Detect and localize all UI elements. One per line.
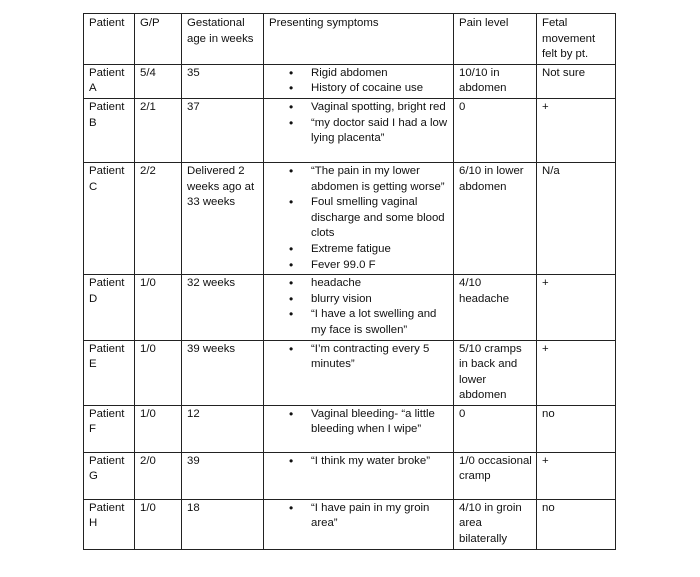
- symptom-item: • “I think my water broke”: [269, 454, 450, 470]
- table-row: [84, 452, 616, 499]
- symptom-list: [269, 100, 450, 147]
- table-row: [84, 499, 616, 549]
- patient-cell: Patient F: [84, 405, 135, 452]
- ga-cell: 39 weeks: [182, 340, 264, 405]
- symptom-item: • “I have pain in my groin area”: [269, 501, 450, 532]
- fetal-cell: Not sure: [537, 64, 616, 98]
- gp-cell: 2/1: [135, 98, 182, 162]
- fetal-cell: no: [537, 499, 616, 549]
- symptoms-cell: [264, 340, 454, 405]
- symptom-item: • Fever 99.0 F: [269, 258, 450, 274]
- symptom-list: [269, 501, 450, 532]
- header-patient: Patient: [84, 14, 135, 65]
- symptom-item: • “I have a lot swelling and my face is swollen”: [269, 307, 450, 338]
- symptoms-cell: [264, 275, 454, 340]
- symptom-item: • Vaginal bleeding- “a little bleeding when I wipe”: [269, 407, 450, 438]
- symptom-item: • “The pain in my lower abdomen is getting worse”: [269, 164, 450, 195]
- pain-cell: 0: [454, 405, 537, 452]
- symptom-list: [269, 407, 450, 438]
- pain-cell: 4/10 in groin area bilaterally: [454, 499, 537, 549]
- gp-cell: 1/0: [135, 499, 182, 549]
- pain-cell: 6/10 in lower abdomen: [454, 162, 537, 274]
- symptom-item: • Foul smelling vaginal discharge and some blood clots: [269, 195, 450, 242]
- header-gestational-age: Gestational age in weeks: [182, 14, 264, 65]
- fetal-cell: no: [537, 405, 616, 452]
- table-row: [84, 405, 616, 452]
- pain-cell: 5/10 cramps in back and lower abdomen: [454, 340, 537, 405]
- symptom-item: • Rigid abdomen: [269, 66, 450, 82]
- symptom-item: • blurry vision: [269, 292, 450, 308]
- symptom-item: • Extreme fatigue: [269, 242, 450, 258]
- patient-cell: Patient E: [84, 340, 135, 405]
- fetal-cell: N/a: [537, 162, 616, 274]
- symptom-item: • headache: [269, 276, 450, 292]
- ga-cell: 37: [182, 98, 264, 162]
- table-row: [84, 98, 616, 162]
- ga-cell: 18: [182, 499, 264, 549]
- gp-cell: 2/2: [135, 162, 182, 274]
- pain-cell: 10/10 in abdomen: [454, 64, 537, 98]
- pain-cell: 0: [454, 98, 537, 162]
- symptom-item: • History of cocaine use: [269, 81, 450, 97]
- patient-cell: Patient G: [84, 452, 135, 499]
- patient-cell: Patient B: [84, 98, 135, 162]
- table-row: [84, 340, 616, 405]
- header-fetal-movement: Fetal movement felt by pt.: [537, 14, 616, 65]
- fetal-cell: +: [537, 452, 616, 499]
- symptoms-cell: [264, 64, 454, 98]
- symptom-list: [269, 276, 450, 338]
- symptom-list: [269, 164, 450, 273]
- header-gp: G/P: [135, 14, 182, 65]
- patient-table: [83, 13, 616, 550]
- table-row: [84, 275, 616, 340]
- symptoms-cell: [264, 162, 454, 274]
- symptom-list: [269, 454, 450, 470]
- ga-cell: 12: [182, 405, 264, 452]
- pain-cell: 4/10 headache: [454, 275, 537, 340]
- patient-cell: Patient A: [84, 64, 135, 98]
- symptom-list: [269, 66, 450, 97]
- patient-cell: Patient H: [84, 499, 135, 549]
- ga-cell: 32 weeks: [182, 275, 264, 340]
- fetal-cell: +: [537, 98, 616, 162]
- gp-cell: 5/4: [135, 64, 182, 98]
- header-pain-level: Pain level: [454, 14, 537, 65]
- symptom-item: • “I’m contracting every 5 minutes”: [269, 342, 450, 373]
- ga-cell: 39: [182, 452, 264, 499]
- symptom-item: • “my doctor said I had a low lying placenta”: [269, 116, 450, 147]
- patient-cell: Patient D: [84, 275, 135, 340]
- fetal-cell: +: [537, 275, 616, 340]
- gp-cell: 2/0: [135, 452, 182, 499]
- ga-cell: Delivered 2 weeks ago at 33 weeks: [182, 162, 264, 274]
- symptoms-cell: [264, 452, 454, 499]
- table-row: [84, 64, 616, 98]
- gp-cell: 1/0: [135, 275, 182, 340]
- symptom-list: [269, 342, 450, 373]
- symptoms-cell: [264, 405, 454, 452]
- symptom-item: • Vaginal spotting, bright red: [269, 100, 450, 116]
- fetal-cell: +: [537, 340, 616, 405]
- symptoms-cell: [264, 499, 454, 549]
- header-row: [84, 14, 616, 65]
- table-row: [84, 162, 616, 274]
- gp-cell: 1/0: [135, 405, 182, 452]
- header-symptoms: Presenting symptoms: [264, 14, 454, 65]
- gp-cell: 1/0: [135, 340, 182, 405]
- patient-cell: Patient C: [84, 162, 135, 274]
- pain-cell: 1/0 occasional cramp: [454, 452, 537, 499]
- symptoms-cell: [264, 98, 454, 162]
- ga-cell: 35: [182, 64, 264, 98]
